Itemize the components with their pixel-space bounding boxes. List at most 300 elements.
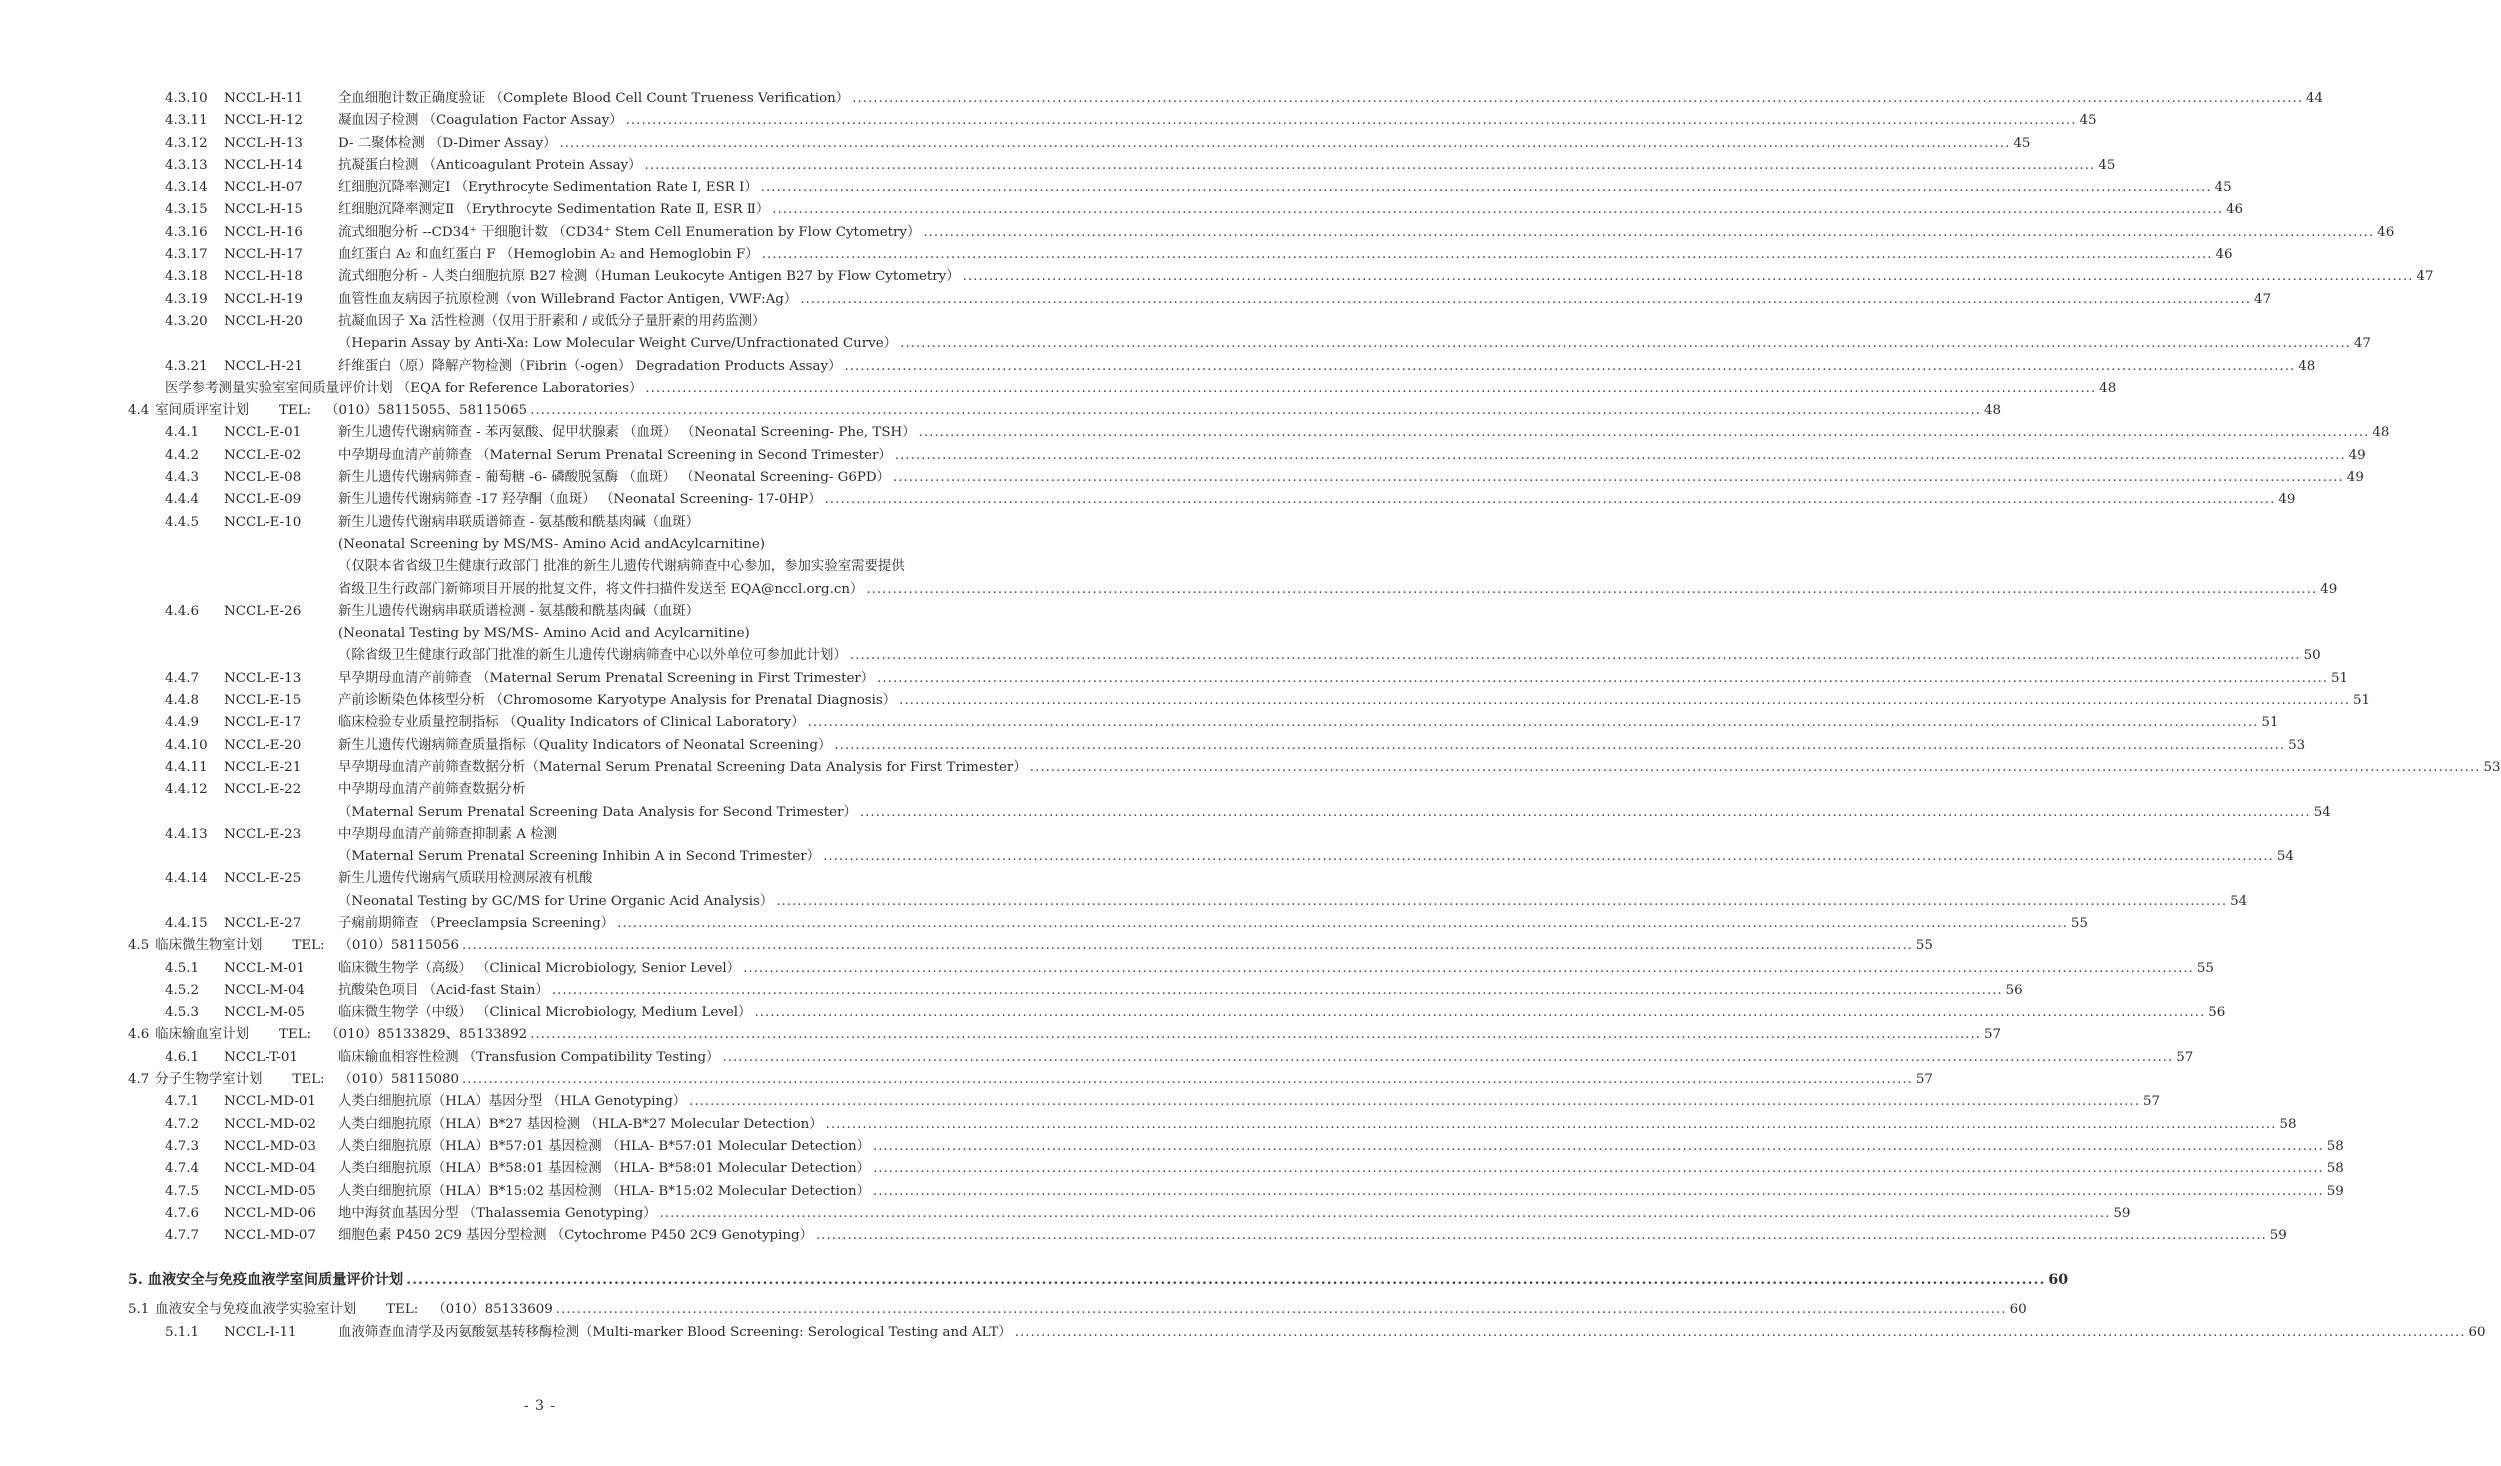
- entry-title-line: [338, 556, 988, 578]
- page-ref: 58: [2326, 1138, 2344, 1154]
- entry-number: 4.4.10: [165, 737, 208, 753]
- entry-code: NCCL-H-07: [224, 180, 303, 196]
- entry-number: 4.7.7: [165, 1228, 200, 1244]
- entry-title-line: [128, 1299, 2027, 1321]
- entry-title: 中孕期母血清产前筛查数据分析: [338, 782, 526, 798]
- entry-title: 中孕期母血清产前筛查 （Maternal Serum Prenatal Screening in Second Trimester）: [338, 447, 892, 463]
- entry-number: 4.5.1: [165, 960, 200, 976]
- page-ref: 48: [2372, 425, 2390, 441]
- page-ref: 53: [2288, 737, 2306, 753]
- page-ref: 48: [2099, 380, 2117, 396]
- entry-number: 4.3.12: [165, 135, 208, 151]
- entry-title: 医学参考测量实验室室间质量评价计划 （EQA for Reference Laboratories）: [165, 380, 643, 396]
- dot-leader: [553, 1299, 2010, 1321]
- entry-title: 临床微生物学（中级） （Clinical Microbiology, Medium Level）: [338, 1005, 752, 1021]
- dot-leader: [557, 133, 2014, 155]
- tel-label: TEL:: [279, 1027, 312, 1043]
- entry-title-line: [128, 400, 2002, 422]
- page-ref: 44: [2305, 91, 2324, 106]
- entry-number: 4.4.11: [165, 759, 208, 775]
- toc-entry: [0, 1024, 2002, 1046]
- entry-title: 血管性血友病因子抗原检测（von Willebrand Factor Antigen, VWF:Ag）: [338, 291, 798, 307]
- entry-title-line: [338, 779, 988, 801]
- entry-title-line: [338, 1322, 2486, 1344]
- entry-number: 4.3.19: [165, 291, 208, 307]
- dot-leader: [822, 489, 2279, 511]
- page-ref: 57: [1915, 1072, 1933, 1088]
- toc-entry: [0, 1114, 2297, 1136]
- entry-code: NCCL-H-12: [224, 113, 303, 129]
- entry-title-line: [338, 846, 2294, 868]
- entry-title: 新生儿遗传代谢病筛查 - 苯丙氨酸、促甲状腺素 （血斑） （Neonatal Screening- Phe, TSH）: [338, 425, 916, 441]
- toc-entry: [0, 1002, 2226, 1024]
- entry-number: 4.4.2: [165, 447, 200, 463]
- entry-code: NCCL-MD-01: [224, 1094, 316, 1110]
- dot-leader: [642, 378, 2099, 400]
- entry-title: 地中海贫血基因分型 （Thalassemia Genotyping）: [338, 1205, 657, 1221]
- phone-numbers: （010）58115056: [338, 938, 460, 954]
- entry-title: 早孕期母血清产前筛查 （Maternal Serum Prenatal Screening in First Trimester）: [338, 670, 875, 686]
- dot-leader: [527, 400, 1984, 422]
- toc-entry: [0, 1181, 2344, 1203]
- page-ref: 47: [2254, 291, 2272, 307]
- entry-code: NCCL-E-02: [224, 447, 302, 463]
- entry-number: 4.3.18: [165, 269, 208, 285]
- entry-title: 人类白细胞抗原（HLA）基因分型 （HLA Genotyping）: [338, 1094, 687, 1110]
- toc-entry: [0, 266, 2434, 288]
- toc-entry: [0, 579, 2338, 601]
- entry-title-line: [338, 601, 988, 623]
- toc-entry: [0, 668, 2349, 690]
- entry-number: 4.3.21: [165, 358, 208, 374]
- page-ref: 49: [2278, 492, 2296, 508]
- phone-numbers: （010）85133829、85133892: [325, 1027, 528, 1043]
- page-ref: 51: [2352, 693, 2371, 709]
- dot-leader: [549, 980, 2006, 1002]
- page-ref: 58: [2326, 1161, 2344, 1177]
- toc-entry: [0, 757, 2501, 779]
- entry-title-line: [338, 735, 2306, 757]
- entry-title-line: [338, 199, 2244, 221]
- page-ref: 59: [2113, 1205, 2131, 1221]
- toc-entry: [0, 489, 2296, 511]
- dot-leader: [960, 266, 2417, 288]
- entry-code: NCCL-I-11: [224, 1324, 297, 1340]
- toc-entry: [0, 712, 2279, 734]
- entry-code: NCCL-E-17: [224, 715, 302, 731]
- entry-number: 4.4.13: [165, 826, 208, 842]
- section-number: 4.7: [128, 1072, 150, 1088]
- section-number: 4.5: [128, 938, 150, 954]
- dot-leader: [686, 1091, 2143, 1113]
- entry-title: 抗酸染色项目 （Acid-fast Stain）: [338, 982, 549, 998]
- entry-code: NCCL-E-13: [224, 670, 302, 686]
- toc-entry: [0, 512, 1080, 534]
- entry-title-line: [128, 1263, 2069, 1297]
- dot-leader: [849, 88, 2306, 110]
- entry-title: 红细胞沉降率测定Ⅱ （Erythrocyte Sedimentation Rate Ⅱ, ESR Ⅱ）: [338, 202, 770, 218]
- entry-code: NCCL-E-15: [224, 693, 302, 709]
- dot-leader: [1027, 757, 2484, 779]
- section-heading: [128, 400, 527, 422]
- entry-code: NCCL-H-21: [224, 358, 303, 374]
- entry-title: 产前诊断染色体核型分析 （Chromosome Karyotype Analysis for Prenatal Diagnosis）: [338, 693, 897, 709]
- dot-leader: [740, 958, 2197, 980]
- entry-title-line: [338, 534, 988, 556]
- entry-number: 4.5.2: [165, 982, 200, 998]
- toc-entry: [0, 88, 2324, 110]
- entry-number: 4.3.20: [165, 313, 208, 329]
- entry-number: 4.4.12: [165, 782, 208, 798]
- entry-title: D- 二聚体检测 （D-Dimer Assay）: [338, 135, 557, 151]
- page-ref: 59: [2326, 1183, 2344, 1199]
- toc-entry: [0, 1203, 2131, 1225]
- phone-numbers: （010）58115055、58115065: [325, 403, 528, 419]
- toc-entry: [0, 824, 1080, 846]
- dot-leader: [896, 690, 2353, 712]
- dot-leader: [403, 1263, 2048, 1297]
- toc-entry: [0, 244, 2233, 266]
- dot-leader: [847, 645, 2304, 667]
- entry-code: NCCL-H-16: [224, 224, 303, 240]
- entry-title-line: [338, 512, 988, 534]
- page-number: - 3 -: [523, 1398, 557, 1414]
- toc-entry: [0, 1263, 2069, 1297]
- entry-title-line: [338, 1225, 2287, 1247]
- entry-number: 4.4.1: [165, 425, 200, 441]
- page-ref: 48: [1984, 403, 2002, 419]
- entry-code: NCCL-E-21: [224, 759, 302, 775]
- entry-title: 纤维蛋白（原）降解产物检测（Fibrin（-ogen） Degradation Products Assay）: [338, 358, 842, 374]
- entry-number: 4.4.4: [165, 492, 200, 508]
- entry-title-line: [338, 690, 2371, 712]
- entry-number: 4.7.5: [165, 1183, 200, 1199]
- toc-entry: [0, 1069, 1933, 1091]
- section-heading: [128, 1024, 527, 1046]
- page-ref: 49: [2320, 581, 2338, 597]
- dot-leader: [857, 802, 2314, 824]
- entry-title: 细胞色素 P450 2C9 基因分型检测 （Cytochrome P450 2C9 Genotyping）: [338, 1228, 813, 1244]
- section-heading: [128, 935, 459, 957]
- toc-entry: [0, 623, 1080, 645]
- entry-title: 凝血因子检测 （Coagulation Factor Assay）: [338, 113, 623, 129]
- entry-title-line: [338, 489, 2296, 511]
- entry-title: （Maternal Serum Prenatal Screening Inhibin A in Second Trimester）: [338, 849, 821, 865]
- entry-number: 4.3.17: [165, 247, 208, 263]
- entry-title: 抗凝蛋白检测 （Anticoagulant Protein Assay）: [338, 157, 642, 173]
- entry-title: （仅限本省省级卫生健康行政部门 批准的新生儿遗传代谢病筛查中心参加，参加实验室需要提供: [338, 559, 905, 575]
- entry-code: NCCL-E-26: [224, 603, 302, 619]
- toc-entry: [0, 980, 2023, 1002]
- entry-title-line: [338, 445, 2366, 467]
- tel-label: TEL:: [279, 403, 312, 419]
- page-ref: 60: [2009, 1302, 2027, 1318]
- dot-leader: [459, 935, 1916, 957]
- entry-title-line: [338, 712, 2279, 734]
- page-ref: 46: [2377, 224, 2395, 240]
- entry-title-line: [338, 868, 988, 890]
- dot-leader: [863, 579, 2320, 601]
- entry-number: 4.3.13: [165, 157, 208, 173]
- entry-code: NCCL-E-27: [224, 915, 302, 931]
- page-ref: 58: [2279, 1116, 2297, 1132]
- toc-entry: [0, 155, 2116, 177]
- entry-code: NCCL-MD-04: [224, 1161, 316, 1177]
- section-name: 室间质评室计划: [155, 403, 250, 419]
- entry-title: 新生儿遗传代谢病筛查 -17 羟孕酮（血斑） （Neonatal Screening- 17-0HP）: [338, 492, 822, 508]
- toc-entry: [0, 378, 2117, 400]
- entry-number: 4.3.10: [165, 91, 208, 106]
- entry-title: （Heparin Assay by Anti-Xa: Low Molecular Weight Curve/Unfractionated Curve）: [338, 336, 898, 352]
- entry-title-line: [338, 88, 2324, 110]
- toc-entry: [0, 779, 1080, 801]
- dot-leader: [870, 1181, 2327, 1203]
- dot-leader: [751, 1002, 2208, 1024]
- entry-code: NCCL-T-01: [224, 1049, 298, 1065]
- entry-title: 人类白细胞抗原（HLA）B*27 基因检测 （HLA-B*27 Molecular Detection）: [338, 1116, 823, 1132]
- dot-leader: [759, 244, 2216, 266]
- entry-title-line: [128, 935, 1933, 957]
- toc-entry: [0, 802, 2331, 824]
- entry-title: 新生儿遗传代谢病筛查质量指标（Quality Indicators of Neonatal Screening）: [338, 737, 832, 753]
- entry-title-line: [338, 422, 2390, 444]
- toc-entry: [0, 356, 2316, 378]
- entry-number: 4.4.7: [165, 670, 200, 686]
- table-of-contents: [0, 88, 2501, 1344]
- entry-title: 新生儿遗传代谢病气质联用检测尿液有机酸: [338, 871, 593, 887]
- entry-title: 人类白细胞抗原（HLA）B*58:01 基因检测 （HLA- B*58:01 Molecular Detection）: [338, 1161, 870, 1177]
- phone-numbers: （010）58115080: [338, 1072, 460, 1088]
- entry-title: 全血细胞计数正确度验证 （Complete Blood Cell Count Trueness Verification）: [338, 91, 850, 106]
- tel-label: TEL:: [386, 1302, 419, 1318]
- entry-title: 血液筛查血清学及丙氨酸氨基转移酶检测（Multi-marker Blood Screening: Serological Testing and ALT）: [338, 1324, 1012, 1340]
- toc-entry: [0, 1158, 2344, 1180]
- entry-title-line: [338, 333, 2371, 355]
- page-ref: 60: [2048, 1272, 2069, 1289]
- tel-label: TEL:: [292, 938, 325, 954]
- entry-title-line: [338, 757, 2501, 779]
- dot-leader: [758, 177, 2215, 199]
- toc-entry: [0, 400, 2002, 422]
- entry-title-line: [338, 266, 2434, 288]
- entry-code: NCCL-E-08: [224, 470, 302, 486]
- entry-number: 4.4.15: [165, 915, 208, 931]
- page-ref: 57: [2176, 1049, 2194, 1065]
- dot-leader: [1012, 1322, 2469, 1344]
- entry-title-line: [338, 1114, 2297, 1136]
- tel-label: TEL:: [292, 1072, 325, 1088]
- dot-leader: [870, 1136, 2327, 1158]
- entry-code: NCCL-H-13: [224, 135, 303, 151]
- entry-title: 临床检验专业质量控制指标 （Quality Indicators of Clinical Laboratory）: [338, 715, 805, 731]
- entry-title-line: [165, 378, 2117, 400]
- toc-entry: [0, 846, 2294, 868]
- entry-number: 4.3.16: [165, 224, 208, 240]
- page-ref: 50: [2303, 648, 2321, 664]
- dot-leader: [805, 712, 2262, 734]
- entry-number: 4.4.9: [165, 715, 200, 731]
- dot-leader: [642, 155, 2099, 177]
- entry-code: NCCL-E-01: [224, 425, 302, 441]
- entry-code: NCCL-E-10: [224, 514, 302, 530]
- entry-code: NCCL-H-15: [224, 202, 303, 218]
- entry-title-line: [338, 1203, 2131, 1225]
- toc-entry: [0, 1225, 2287, 1247]
- page-ref: 51: [2261, 715, 2279, 731]
- toc-entry: [0, 422, 2390, 444]
- dot-leader: [890, 467, 2347, 489]
- page-ref: 48: [2298, 358, 2316, 374]
- toc-entry: [0, 445, 2366, 467]
- dot-leader: [769, 199, 2226, 221]
- entry-title: (Neonatal Testing by MS/MS- Amino Acid and Acylcarnitine): [338, 626, 750, 642]
- dot-leader: [797, 289, 2254, 311]
- page-ref: 46: [2215, 247, 2233, 263]
- dot-leader: [920, 222, 2377, 244]
- toc-entry: [0, 891, 2248, 913]
- entry-number: 4.4.6: [165, 603, 200, 619]
- entry-title-line: [128, 1069, 1933, 1091]
- entry-title-line: [338, 133, 2031, 155]
- entry-title: 红细胞沉降率测定Ⅰ （Erythrocyte Sedimentation Rate Ⅰ, ESR Ⅰ）: [338, 180, 758, 196]
- toc-entry: [0, 1322, 2486, 1344]
- entry-title-line: [338, 311, 988, 333]
- toc-entry: [0, 935, 1933, 957]
- entry-title: 人类白细胞抗原（HLA）B*57:01 基因检测 （HLA- B*57:01 Molecular Detection）: [338, 1138, 870, 1154]
- page-ref: 51: [2330, 670, 2349, 686]
- entry-title-line: [338, 913, 2088, 935]
- entry-title: 新生儿遗传代谢病串联质谱筛查 - 氨基酸和酰基肉碱（血斑）: [338, 514, 700, 530]
- entry-code: NCCL-E-09: [224, 492, 302, 508]
- page-ref: 55: [2070, 915, 2088, 931]
- entry-title-line: [338, 244, 2233, 266]
- page-ref: 45: [2013, 135, 2031, 151]
- page-ref: 56: [2005, 982, 2023, 998]
- page-ref: 45: [2079, 113, 2097, 129]
- entry-title: 中孕期母血清产前筛查抑制素 A 检测: [338, 826, 558, 842]
- entry-title-line: [338, 177, 2232, 199]
- dot-leader: [892, 445, 2349, 467]
- entry-number: 4.4.14: [165, 871, 208, 887]
- entry-number: 4.3.14: [165, 180, 208, 196]
- entry-title: 人类白细胞抗原（HLA）B*15:02 基因检测 （HLA- B*15:02 Molecular Detection）: [338, 1183, 870, 1199]
- section-name: 临床输血室计划: [155, 1027, 250, 1043]
- entry-title-line: [338, 645, 2321, 667]
- entry-number: 4.7.1: [165, 1094, 200, 1110]
- entry-title: 早孕期母血清产前筛查数据分析（Maternal Serum Prenatal Screening Data Analysis for First Trimester）: [338, 759, 1027, 775]
- dot-leader: [719, 1047, 2176, 1069]
- entry-title: 5. 血液安全与免疫血液学室间质量评价计划: [128, 1272, 404, 1289]
- entry-number: 5.1.1: [165, 1324, 200, 1340]
- entry-title: 抗凝血因子 Xa 活性检测（仅用于肝素和 / 或低分子量肝素的用药监测）: [338, 313, 766, 329]
- entry-code: NCCL-E-23: [224, 826, 302, 842]
- dot-leader: [820, 846, 2277, 868]
- toc-entry: [0, 333, 2371, 355]
- page-ref: 57: [1984, 1027, 2002, 1043]
- entry-title: （Maternal Serum Prenatal Screening Data Analysis for Second Trimester）: [338, 804, 857, 820]
- page-ref: 45: [2214, 180, 2232, 196]
- dot-leader: [841, 356, 2298, 378]
- dot-leader: [823, 1114, 2280, 1136]
- section-name: 分子生物学室计划: [155, 1072, 263, 1088]
- entry-title-line: [338, 579, 2338, 601]
- entry-title: 新生儿遗传代谢病筛查 - 葡萄糖 -6- 磷酸脱氢酶 （血斑） （Neonatal Screening- G6PD）: [338, 470, 890, 486]
- toc-entry: [0, 556, 1080, 578]
- entry-title: 新生儿遗传代谢病串联质谱检测 - 氨基酸和酰基肉碱（血斑）: [338, 603, 700, 619]
- section-number: 4.6: [128, 1027, 150, 1043]
- page-ref: 45: [2098, 157, 2116, 173]
- entry-title-line: [338, 802, 2331, 824]
- toc-entry: [0, 133, 2031, 155]
- entry-title: 省级卫生行政部门新筛项目开展的批复文件，将文件扫描件发送至 EQA@nccl.org.cn）: [338, 581, 864, 597]
- entry-title-line: [338, 958, 2214, 980]
- toc-entry: [0, 1299, 2027, 1321]
- entry-title-line: [338, 980, 2023, 1002]
- entry-code: NCCL-H-14: [224, 157, 303, 173]
- toc-entry: [0, 1091, 2160, 1113]
- entry-title: 临床微生物学（高级） （Clinical Microbiology, Senior Level）: [338, 960, 741, 976]
- entry-title: （除省级卫生健康行政部门批准的新生儿遗传代谢病筛查中心以外单位可参加此计划）: [338, 648, 847, 664]
- entry-code: NCCL-H-17: [224, 247, 303, 263]
- toc-entry: [0, 958, 2214, 980]
- entry-code: NCCL-E-20: [224, 737, 302, 753]
- entry-number: 4.3.11: [165, 113, 208, 129]
- dot-leader: [916, 422, 2373, 444]
- page-ref: 49: [2348, 447, 2366, 463]
- entry-number: 4.7.6: [165, 1205, 200, 1221]
- entry-title: （Neonatal Testing by GC/MS for Urine Organic Acid Analysis）: [338, 893, 774, 909]
- toc-entry: [0, 534, 1080, 556]
- toc-entry: [0, 645, 2321, 667]
- entry-code: NCCL-MD-06: [224, 1205, 316, 1221]
- entry-number: 4.4.8: [165, 693, 200, 709]
- entry-code: NCCL-MD-03: [224, 1138, 316, 1154]
- entry-title-line: [338, 155, 2116, 177]
- section-heading: [128, 1069, 459, 1091]
- dot-leader: [459, 1069, 1916, 1091]
- entry-code: NCCL-MD-07: [224, 1228, 316, 1244]
- dot-leader: [623, 110, 2080, 132]
- entry-number: 4.7.2: [165, 1116, 200, 1132]
- entry-number: 4.5.3: [165, 1005, 200, 1021]
- entry-title-line: [338, 623, 988, 645]
- section-name: 血液安全与免疫血液学实验室计划: [155, 1302, 357, 1318]
- entry-code: NCCL-H-20: [224, 313, 303, 329]
- entry-title-line: [338, 1091, 2160, 1113]
- dot-leader: [874, 668, 2331, 690]
- page-ref: 59: [2269, 1228, 2287, 1244]
- entry-number: 4.7.4: [165, 1161, 200, 1177]
- page-ref: 49: [2346, 470, 2364, 486]
- entry-number: 4.6.1: [165, 1049, 200, 1065]
- toc-entry: [0, 177, 2232, 199]
- entry-title-line: [128, 1024, 2002, 1046]
- page-ref: 47: [2353, 336, 2371, 352]
- page-ref: 57: [2142, 1094, 2160, 1110]
- toc-entry: [0, 110, 2097, 132]
- page-ref: 53: [2483, 759, 2501, 775]
- page-ref: 56: [2208, 1005, 2226, 1021]
- entry-code: NCCL-E-25: [224, 871, 302, 887]
- dot-leader: [614, 913, 2071, 935]
- dot-leader: [773, 891, 2230, 913]
- entry-code: NCCL-H-11: [224, 91, 303, 106]
- toc-entry: [0, 1136, 2344, 1158]
- entry-title-line: [338, 1002, 2226, 1024]
- page-ref: 55: [2196, 960, 2214, 976]
- entry-title-line: [338, 1136, 2344, 1158]
- entry-code: NCCL-H-19: [224, 291, 303, 307]
